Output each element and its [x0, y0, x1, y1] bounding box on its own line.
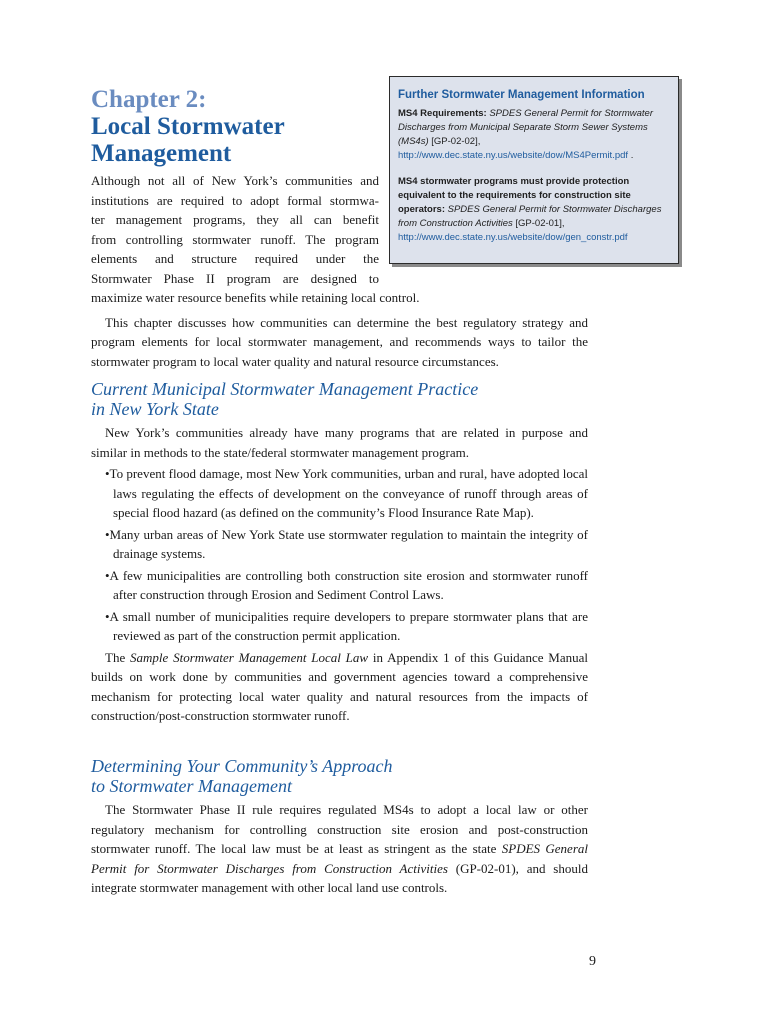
sidebar-p2-text: [GP-02-01], [515, 218, 565, 229]
section1-body [91, 423, 588, 726]
section1-heading-line2: in New York State [91, 399, 219, 419]
intro-line: elements and structure required under the [91, 251, 379, 266]
section2-heading [91, 756, 393, 796]
intro-line: from controlling stormwater runoff. The program [91, 231, 379, 247]
page-number: 9 [589, 954, 596, 969]
section1-heading-line1: Current Municipal Stormwater Management Practice [91, 379, 479, 399]
section1-paragraph-2 [91, 648, 588, 726]
sidebar-p1-bold: MS4 Requirements: [398, 108, 487, 119]
sidebar-p1-tail: . [630, 150, 634, 161]
construction-permit-link[interactable]: http://www.dec.state.ny.us/website/dow/gen_constr.pdf [398, 232, 628, 243]
section2-heading-line2: to Stormwater Management [91, 776, 292, 796]
section1-p2-b: in Appendix 1 of this Guidance Manual builds on work done by communities and government agencies toward a comprehensive mechanism for protecting local water quality and natural resources from the impacts of construction/post-construction stormwater runoff. [91, 649, 589, 723]
section2-p1-a: The Stormwater Phase II rule requires regulated MS4s to adopt a local law or other regulatory mechanism for controlling construction site erosion and post-construction stormwater runoff. The local law must be at least as stringent as the state [91, 802, 588, 856]
bullet-item: •A few municipalities are controlling both construction site erosion and stormwater runoff after construction through Erosion and Sediment Control Laws. [105, 567, 588, 602]
sidebar-title: Further Stormwater Management Information [398, 89, 645, 101]
chapter-number: Chapter 2: [91, 86, 207, 113]
section1-heading [91, 379, 478, 419]
chapter-heading [91, 86, 285, 167]
section1-p2-italic: Sample Stormwater Management Local Law [130, 649, 369, 665]
section2-paragraph-1 [91, 800, 588, 898]
chapter-title-line1: Local Stormwater [91, 113, 285, 140]
intro-line: Although not all of New York’s communities and [91, 173, 379, 188]
sidebar-p1-italic: SPDES General Permit for Stormwater Discharges from Municipal Separate Storm Sewer Systems (MS4s) [398, 108, 653, 147]
section2-p1-italic: SPDES General Permit for Stormwater Discharges from Construction Activities [91, 841, 589, 876]
chapter-title-line2: Management [91, 140, 232, 167]
section1-paragraph-1: New York’s communities already have many programs that are related in purpose and similar in methods to the state/federal stormwater management program. [91, 425, 588, 460]
bullet-item: •A small number of municipalities require developers to prepare stormwater plans that are reviewed as part of the construction permit application. [105, 608, 588, 643]
intro-paragraph-2: This chapter discusses how communities can determine the best regulatory strategy and program elements for local stormwater management, and recommends ways to tailor the stormwater program to local water quality and natural resource circumstances. [91, 314, 588, 369]
section2-p1-b: (GP-02-01), and should integrate stormwater management with other local land use controls. [91, 860, 588, 895]
sidebar-p2-bold: MS4 stormwater programs must provide protection equivalent to the requirements for construction site operators: [398, 176, 631, 215]
intro-line: Stormwater Phase II program are designed to [91, 270, 379, 286]
intro-wrapped-lines [91, 171, 379, 288]
sidebar-p1-text: [GP-02-02], [431, 136, 481, 147]
intro-section [91, 171, 588, 371]
ms4-permit-link[interactable]: http://www.dec.state.ny.us/website/dow/MS4Permit.pdf [398, 150, 629, 161]
intro-line: ter management programs, they all can benefit [91, 212, 379, 227]
bullet-item: •To prevent flood damage, most New York communities, urban and rural, have adopted local laws regulating the effects of development on the conveyance of runoff through areas of special flood hazard (as defined on the community’s Flood Insurance Rate Map). [105, 466, 588, 520]
intro-line: institutions are required to adopt formal stormwa- [91, 192, 379, 208]
section2-heading-line1: Determining Your Community’s Approach [91, 756, 393, 776]
sidebar-p2-italic: SPDES General Permit for Stormwater Discharges from Construction Activities [398, 204, 662, 229]
section2-body [91, 800, 588, 898]
section1-p2-a: The [105, 649, 126, 665]
bullet-item: •Many urban areas of New York State use stormwater regulation to maintain the integrity of drainage systems. [105, 526, 588, 561]
sidebar-ms4-requirements [398, 107, 670, 163]
intro-last-line: maximize water resource benefits while retaining local control. [91, 290, 420, 305]
